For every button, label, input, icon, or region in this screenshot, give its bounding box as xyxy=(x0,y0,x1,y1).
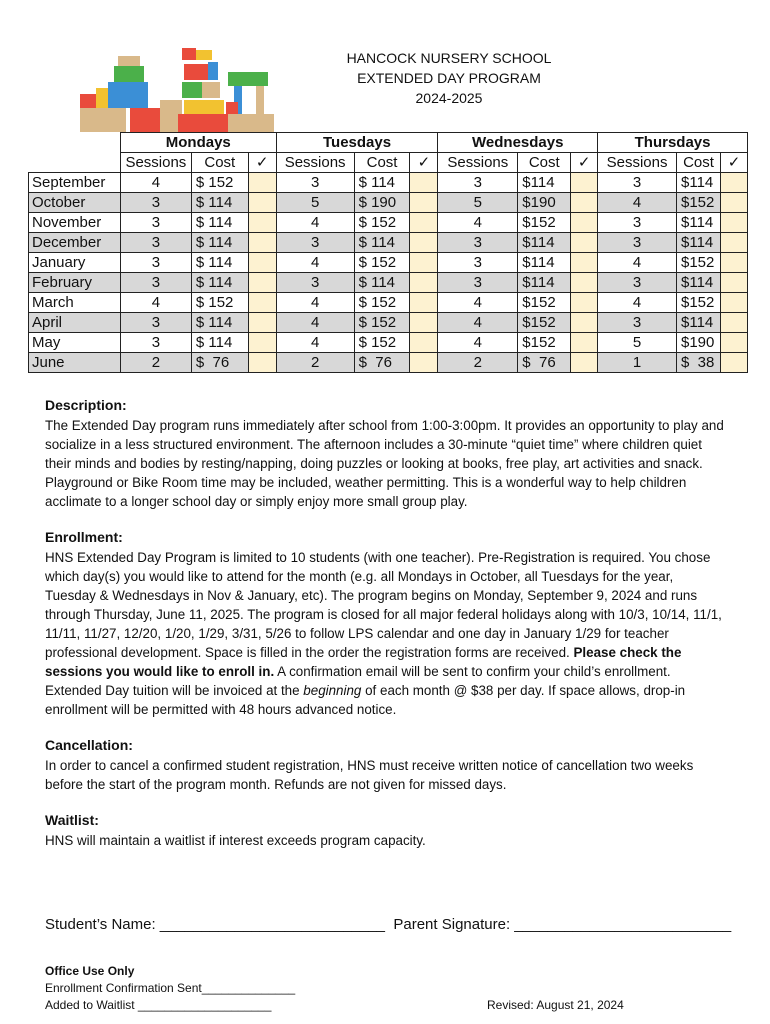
cost-cell: $114 xyxy=(518,253,571,273)
cost-cell: $190 xyxy=(518,193,571,213)
check-header: ✓ xyxy=(571,153,598,173)
sessions-cell: 4 xyxy=(120,173,191,193)
cost-cell: $ 114 xyxy=(191,213,248,233)
month-cell: April xyxy=(29,313,121,333)
month-cell: May xyxy=(29,333,121,353)
sessions-header: Sessions xyxy=(276,153,354,173)
school-year: 2024-2025 xyxy=(415,90,483,106)
sessions-cell: 3 xyxy=(438,173,518,193)
cost-cell: $114 xyxy=(677,233,721,253)
office-use-title: Office Use Only xyxy=(45,964,135,978)
enroll-checkbox[interactable] xyxy=(410,233,438,253)
cost-cell: $152 xyxy=(677,193,721,213)
cost-cell: $114 xyxy=(677,313,721,333)
description-section xyxy=(45,396,725,511)
sessions-header: Sessions xyxy=(120,153,191,173)
enrollment-bold-instruction: Please check the sessions you would like to enroll in. xyxy=(45,645,682,679)
sessions-cell: 3 xyxy=(120,253,191,273)
cost-cell: $114 xyxy=(518,233,571,253)
enroll-checkbox[interactable] xyxy=(410,253,438,273)
cost-cell: $ 114 xyxy=(191,233,248,253)
cancellation-text: In order to cancel a confirmed student registration, HNS must receive written notice of cancellation two weeks before the start of the program month. Refunds are not given for missed days. xyxy=(45,758,694,792)
enroll-checkbox[interactable] xyxy=(248,313,276,333)
enroll-checkbox[interactable] xyxy=(720,233,747,253)
description-text: The Extended Day program runs immediately after school from 1:00-3:00pm. It provides an opportunity to play and socialize in a less structured environment. The afternoon includes a 30-minute “quiet time” where children quiet their minds and bodies by resting/napping, doing puzzles or looking at books, free play, art activities and snack. Playground or Bike Room time may be included, weather permitting. This is a wonderful way to help children acclimate to a longer school day or simply enjoy more small group play. xyxy=(45,418,724,509)
student-name-field[interactable]: Student’s Name: ___________________________ xyxy=(45,916,386,933)
enrollment-italic-word: beginning xyxy=(303,683,362,698)
enroll-checkbox[interactable] xyxy=(248,333,276,353)
schedule-table xyxy=(28,132,748,373)
enroll-checkbox[interactable] xyxy=(720,173,747,193)
month-cell: November xyxy=(29,213,121,233)
month-row xyxy=(29,173,748,193)
cost-cell: $152 xyxy=(518,333,571,353)
day-header-row xyxy=(29,133,748,153)
cancellation-section xyxy=(45,736,725,794)
cost-header: Cost xyxy=(677,153,721,173)
cost-cell: $152 xyxy=(518,313,571,333)
enroll-checkbox[interactable] xyxy=(410,313,438,333)
cost-cell: $114 xyxy=(518,273,571,293)
waitlist-text: HNS will maintain a waitlist if interest exceeds program capacity. xyxy=(45,833,426,848)
cost-cell: $114 xyxy=(677,173,721,193)
sessions-cell: 4 xyxy=(438,213,518,233)
enroll-checkbox[interactable] xyxy=(720,333,747,353)
enroll-checkbox[interactable] xyxy=(720,353,747,373)
enroll-checkbox[interactable] xyxy=(571,253,598,273)
month-row xyxy=(29,313,748,333)
enroll-checkbox[interactable] xyxy=(720,293,747,313)
sessions-cell: 4 xyxy=(276,293,354,313)
enroll-checkbox[interactable] xyxy=(248,293,276,313)
enroll-checkbox[interactable] xyxy=(571,233,598,253)
sessions-cell: 5 xyxy=(598,333,677,353)
cost-cell: $ 76 xyxy=(191,353,248,373)
sessions-cell: 3 xyxy=(598,273,677,293)
sessions-cell: 3 xyxy=(598,313,677,333)
sessions-cell: 3 xyxy=(438,253,518,273)
sessions-cell: 4 xyxy=(120,293,191,313)
enrollment-section xyxy=(45,528,725,719)
cost-cell: $ 114 xyxy=(191,253,248,273)
sessions-cell: 4 xyxy=(276,313,354,333)
column-header-row xyxy=(29,153,748,173)
waitlist-added-field: Added to Waitlist ____________________ xyxy=(45,998,272,1012)
month-row xyxy=(29,213,748,233)
month-row xyxy=(29,233,748,253)
sessions-cell: 3 xyxy=(438,233,518,253)
sessions-cell: 4 xyxy=(276,333,354,353)
cost-cell: $ 114 xyxy=(191,313,248,333)
program-name: EXTENDED DAY PROGRAM xyxy=(357,70,541,86)
cost-cell: $ 76 xyxy=(354,353,410,373)
month-cell: June xyxy=(29,353,121,373)
cost-cell: $ 114 xyxy=(191,193,248,213)
enroll-checkbox[interactable] xyxy=(571,213,598,233)
enroll-checkbox[interactable] xyxy=(248,173,276,193)
month-row xyxy=(29,273,748,293)
enroll-checkbox[interactable] xyxy=(720,213,747,233)
month-cell: September xyxy=(29,173,121,193)
sessions-cell: 4 xyxy=(438,333,518,353)
sessions-cell: 3 xyxy=(438,273,518,293)
sessions-cell: 5 xyxy=(438,193,518,213)
month-row xyxy=(29,293,748,313)
info-sections xyxy=(45,396,725,867)
cost-header: Cost xyxy=(191,153,248,173)
cost-cell: $ 114 xyxy=(191,273,248,293)
cost-cell: $114 xyxy=(518,173,571,193)
sessions-header: Sessions xyxy=(438,153,518,173)
enroll-checkbox[interactable] xyxy=(248,253,276,273)
enroll-checkbox[interactable] xyxy=(410,293,438,313)
cost-cell: $ 190 xyxy=(354,193,410,213)
confirmation-sent-field: Enrollment Confirmation Sent______________ xyxy=(45,981,296,995)
cost-cell: $ 76 xyxy=(518,353,571,373)
month-row xyxy=(29,193,748,213)
sessions-cell: 3 xyxy=(598,213,677,233)
cost-header: Cost xyxy=(354,153,410,173)
signature-line xyxy=(45,916,731,933)
enroll-checkbox[interactable] xyxy=(571,293,598,313)
cost-cell: $ 114 xyxy=(191,333,248,353)
enroll-checkbox[interactable] xyxy=(571,333,598,353)
sessions-cell: 4 xyxy=(598,193,677,213)
cost-cell: $ 152 xyxy=(354,253,410,273)
cost-cell: $ 152 xyxy=(354,293,410,313)
enrollment-text xyxy=(45,548,725,719)
enroll-checkbox[interactable] xyxy=(410,353,438,373)
sessions-cell: 3 xyxy=(120,233,191,253)
cost-cell: $ 152 xyxy=(191,173,248,193)
enroll-checkbox[interactable] xyxy=(248,353,276,373)
cost-cell: $ 114 xyxy=(354,273,410,293)
parent-signature-field[interactable]: Parent Signature: __________________________ xyxy=(393,916,732,933)
school-name: HANCOCK NURSERY SCHOOL xyxy=(346,50,552,66)
cost-cell: $ 152 xyxy=(191,293,248,313)
revised-date: Revised: August 21, 2024 xyxy=(487,998,624,1012)
sessions-cell: 4 xyxy=(276,213,354,233)
enroll-checkbox[interactable] xyxy=(571,173,598,193)
sessions-cell: 4 xyxy=(598,253,677,273)
waitlist-heading: Waitlist: xyxy=(45,812,99,828)
office-use-block xyxy=(45,963,295,1014)
sessions-cell: 3 xyxy=(120,273,191,293)
month-cell: February xyxy=(29,273,121,293)
day-header-tuesdays: Tuesdays xyxy=(276,133,438,153)
sessions-cell: 3 xyxy=(276,233,354,253)
cost-cell: $152 xyxy=(518,213,571,233)
waitlist-section xyxy=(45,811,725,850)
sessions-cell: 5 xyxy=(276,193,354,213)
sessions-cell: 4 xyxy=(276,253,354,273)
enroll-checkbox[interactable] xyxy=(248,193,276,213)
sessions-cell: 2 xyxy=(120,353,191,373)
sessions-cell: 3 xyxy=(276,273,354,293)
wooden-blocks-illustration xyxy=(78,42,278,134)
enroll-checkbox[interactable] xyxy=(410,173,438,193)
cost-header: Cost xyxy=(518,153,571,173)
enrollment-text-2: A confirmation email will be sent to confirm your child’s enrollment. Extended Day tuition will be invoiced at the xyxy=(45,664,671,698)
sessions-cell: 4 xyxy=(598,293,677,313)
enroll-checkbox[interactable] xyxy=(410,193,438,213)
enrollment-text-1: HNS Extended Day Program is limited to 10 students (with one teacher). Pre-Registration is required. You chose which day(s) you would like to attend for the month (e.g. all Mondays in October, all Tuesdays for the year, Tuesday & Wednesdays in Nov & January, etc). The program begins on Monday, September 9, 2024 and runs through Thursday, June 11, 2025. The program is closed for all major federal holidays along with 10/3, 10/14, 11/1, 11/11, 11/27, 12/20, 1/20, 1/29, 3/31, 5/26 to follow LPS calendar and one day in January 1/29 for teacher professional development. Space is filled in the order the registration forms are received. xyxy=(45,550,722,660)
cost-cell: $ 38 xyxy=(677,353,721,373)
cost-cell: $190 xyxy=(677,333,721,353)
sessions-cell: 3 xyxy=(120,213,191,233)
cost-cell: $152 xyxy=(677,293,721,313)
month-cell: January xyxy=(29,253,121,273)
enroll-checkbox[interactable] xyxy=(410,273,438,293)
check-header: ✓ xyxy=(248,153,276,173)
cost-cell: $ 152 xyxy=(354,313,410,333)
enroll-checkbox[interactable] xyxy=(720,313,747,333)
enroll-checkbox[interactable] xyxy=(571,273,598,293)
month-cell: March xyxy=(29,293,121,313)
cost-cell: $152 xyxy=(677,253,721,273)
month-cell: October xyxy=(29,193,121,213)
check-header: ✓ xyxy=(720,153,747,173)
month-cell: December xyxy=(29,233,121,253)
enroll-checkbox[interactable] xyxy=(720,273,747,293)
enroll-checkbox[interactable] xyxy=(571,313,598,333)
sessions-cell: 3 xyxy=(598,233,677,253)
cost-cell: $ 152 xyxy=(354,333,410,353)
cost-cell: $152 xyxy=(518,293,571,313)
cost-cell: $ 114 xyxy=(354,173,410,193)
sessions-cell: 2 xyxy=(438,353,518,373)
month-row xyxy=(29,333,748,353)
enroll-checkbox[interactable] xyxy=(571,353,598,373)
sessions-cell: 3 xyxy=(276,173,354,193)
cost-cell: $ 152 xyxy=(354,213,410,233)
day-header-wednesdays: Wednesdays xyxy=(438,133,598,153)
enroll-checkbox[interactable] xyxy=(720,253,747,273)
sessions-cell: 2 xyxy=(276,353,354,373)
enroll-checkbox[interactable] xyxy=(410,333,438,353)
document-header xyxy=(290,48,608,108)
month-row xyxy=(29,253,748,273)
cost-cell: $114 xyxy=(677,213,721,233)
sessions-cell: 3 xyxy=(120,193,191,213)
cost-cell: $ 114 xyxy=(354,233,410,253)
sessions-cell: 3 xyxy=(120,333,191,353)
enrollment-text-3: of each month @ $38 per day. If space allows, drop-in enrollment will be permitted with 48 hours advanced notice. xyxy=(45,683,686,717)
description-heading: Description: xyxy=(45,397,127,413)
enroll-checkbox[interactable] xyxy=(720,193,747,213)
enroll-checkbox[interactable] xyxy=(248,273,276,293)
sessions-cell: 3 xyxy=(598,173,677,193)
sessions-cell: 4 xyxy=(438,313,518,333)
cost-cell: $114 xyxy=(677,273,721,293)
enroll-checkbox[interactable] xyxy=(410,213,438,233)
enroll-checkbox[interactable] xyxy=(248,233,276,253)
check-header: ✓ xyxy=(410,153,438,173)
sessions-cell: 1 xyxy=(598,353,677,373)
sessions-cell: 3 xyxy=(120,313,191,333)
enrollment-heading: Enrollment: xyxy=(45,529,123,545)
enroll-checkbox[interactable] xyxy=(248,213,276,233)
day-header-mondays: Mondays xyxy=(120,133,276,153)
month-row xyxy=(29,353,748,373)
cancellation-heading: Cancellation: xyxy=(45,737,133,753)
sessions-cell: 4 xyxy=(438,293,518,313)
day-header-thursdays: Thursdays xyxy=(598,133,748,153)
sessions-header: Sessions xyxy=(598,153,677,173)
enroll-checkbox[interactable] xyxy=(571,193,598,213)
